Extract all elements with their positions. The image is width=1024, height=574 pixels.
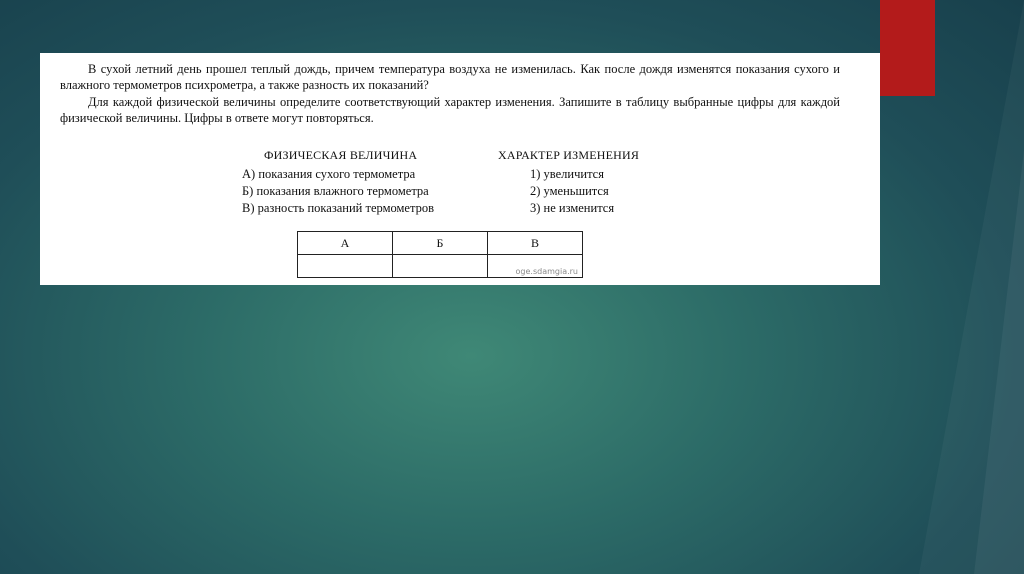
change-item-2: 2) уменьшится [530,184,609,198]
answer-table-header-row [298,232,583,255]
problem-statement: В сухой летний день прошел теплый дождь, причем температура воздуха не изменилась. Как после дождя изменятся показания сухого и влажного термометров психрометра, а также разность их показаний? [60,62,840,92]
change-character-list [530,166,614,217]
answer-cell-b[interactable] [393,255,488,278]
answer-header-v: В [488,232,583,255]
source-watermark: oge.sdamgia.ru [515,267,578,276]
quantity-item-b: Б) показания влажного термометра [242,184,429,198]
quantity-item-a: А) показания сухого термометра [242,167,416,181]
answer-table-input-row [298,255,583,278]
physical-quantity-header: ФИЗИЧЕСКАЯ ВЕЛИЧИНА [264,148,418,162]
change-item-3: 3) не изменится [530,201,615,215]
problem-instructions: Для каждой физической величины определите соответствующий характер изменения. Запишите в таблицу выбранные цифры для каждой физической величины. Цифры в ответе могут повторяться. [60,95,840,125]
answer-table [297,231,583,278]
problem-sheet [40,53,880,285]
quantity-item-v: В) разность показаний термометров [242,201,434,215]
answer-cell-v[interactable] [488,255,583,278]
answer-header-b: Б [393,232,488,255]
change-character-header: ХАРАКТЕР ИЗМЕНЕНИЯ [498,148,640,162]
change-item-1: 1) увеличится [530,167,604,181]
answer-header-a: А [298,232,393,255]
physical-quantity-list [242,166,434,217]
answer-cell-a[interactable] [298,255,393,278]
